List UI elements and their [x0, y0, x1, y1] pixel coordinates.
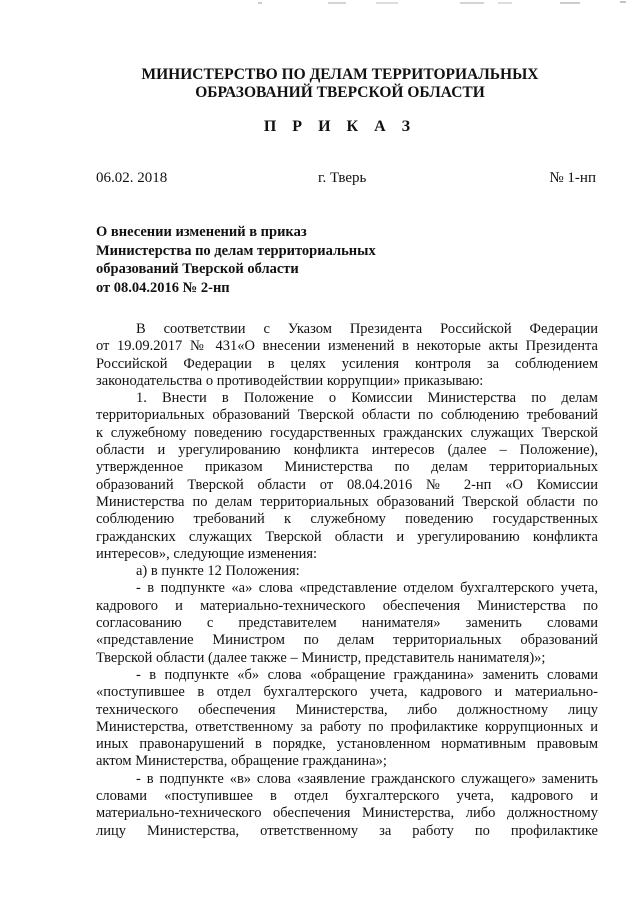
ministry-name-line-1: МИНИСТЕРСТВО ПО ДЕЛАМ ТЕРРИТОРИАЛЬНЫХ	[141, 66, 539, 83]
body-text-line: Тверской области (далее также – Министр, представитель нанимателя)»;	[96, 649, 546, 666]
ministry-name	[100, 66, 580, 102]
body-text-line: лицу Министерства, ответственному за работу по профилактике	[96, 822, 598, 839]
scan-edge-marks	[0, 0, 640, 20]
body-text-line: утвержденное приказом Министерства по делам территориальных	[96, 459, 598, 476]
ministry-name-line-2: ОБРАЗОВАНИЙ ТВЕРСКОЙ ОБЛАСТИ	[195, 84, 485, 101]
body-text-line: - в подпункте «в» слова «заявление гражданского служащего» заменить	[136, 770, 598, 787]
body-text-line: - в подпункте «а» слова «представление отделом бухгалтерского учета,	[136, 580, 598, 597]
subject-line: образований Тверской области	[96, 261, 299, 277]
document-number: № 1-нп	[549, 170, 596, 186]
body-text-line: В соответствии с Указом Президента Российской Федерации	[136, 321, 598, 337]
body-text-line: - в подпункте «б» слова «обращение гражданина» заменить словами	[136, 666, 598, 683]
body-text-line: технического обеспечения Министерства, либо должностному лицу	[96, 701, 598, 718]
body-text-line: образований Тверской области от 08.04.2016 № 2-нп «О Комиссии	[96, 476, 598, 493]
body-text-line: а) в пункте 12 Положения:	[136, 563, 300, 580]
body-text-line: кадрового и материально-технического обеспечения Министерства по	[96, 597, 598, 614]
body-text-line: Министерства по делам территориальных образований Тверской области по	[96, 493, 598, 510]
body-text-line: актом Министерства, обращение гражданина»;	[96, 753, 387, 770]
body-text-line: гражданских служащих Тверской области и урегулированию конфликта	[96, 528, 598, 545]
document-type-heading: П Р И К А З	[263, 118, 417, 135]
subject-line: от 08.04.2016 № 2-нп	[96, 279, 230, 296]
order-body-text	[96, 321, 598, 840]
body-text-line: области и урегулированию конфликта интересов (далее – Положение),	[96, 442, 598, 459]
body-text-line: материально-технического обеспечения Министерства, либо должностному	[96, 805, 598, 822]
body-text-line: «представление Министром по делам территориальных образований	[96, 632, 598, 649]
subject-line: Министерства по делам территориальных	[96, 242, 376, 259]
body-text-line: «поступившее в отдел бухгалтерского учета, кадрового и материально-	[96, 684, 598, 701]
body-text-line: словами «поступившее в отдел бухгалтерского учета, кадрового и	[96, 788, 598, 805]
body-text-line: согласованию с представителем нанимателя» заменить словами	[96, 615, 598, 632]
body-text-line: соблюдению требований к служебному поведению государственных	[96, 511, 598, 528]
body-text-line: Российской Федерации в целях усиления контроля за соблюдением	[96, 355, 598, 372]
body-text-line: к служебному поведению государственных гражданских служащих Тверской	[96, 424, 598, 441]
body-text-line: законодательства о противодействии коррупции» приказываю:	[96, 372, 484, 389]
document-meta-row	[96, 170, 596, 190]
subject-line: О внесении изменений в приказ	[96, 224, 307, 240]
body-text-line: 1. Внести в Положение о Комиссии Министерства по делам	[136, 390, 598, 407]
body-text-line: иных правонарушений в порядке, установленном нормативным правовым	[96, 736, 598, 753]
body-text-line: Министерства, ответственному за работу по профилактике коррупционных и	[96, 718, 598, 735]
document-date: 06.02. 2018	[96, 170, 168, 186]
body-text-line: от 19.09.2017 № 431«О внесении изменений в некоторые акты Президента	[96, 338, 598, 355]
body-text-line: интересов», следующие изменения:	[96, 545, 318, 562]
body-text-line: территориальных образований Тверской области по соблюдению требований	[96, 407, 598, 424]
order-subject	[96, 223, 416, 297]
document-city: г. Тверь	[318, 170, 367, 186]
